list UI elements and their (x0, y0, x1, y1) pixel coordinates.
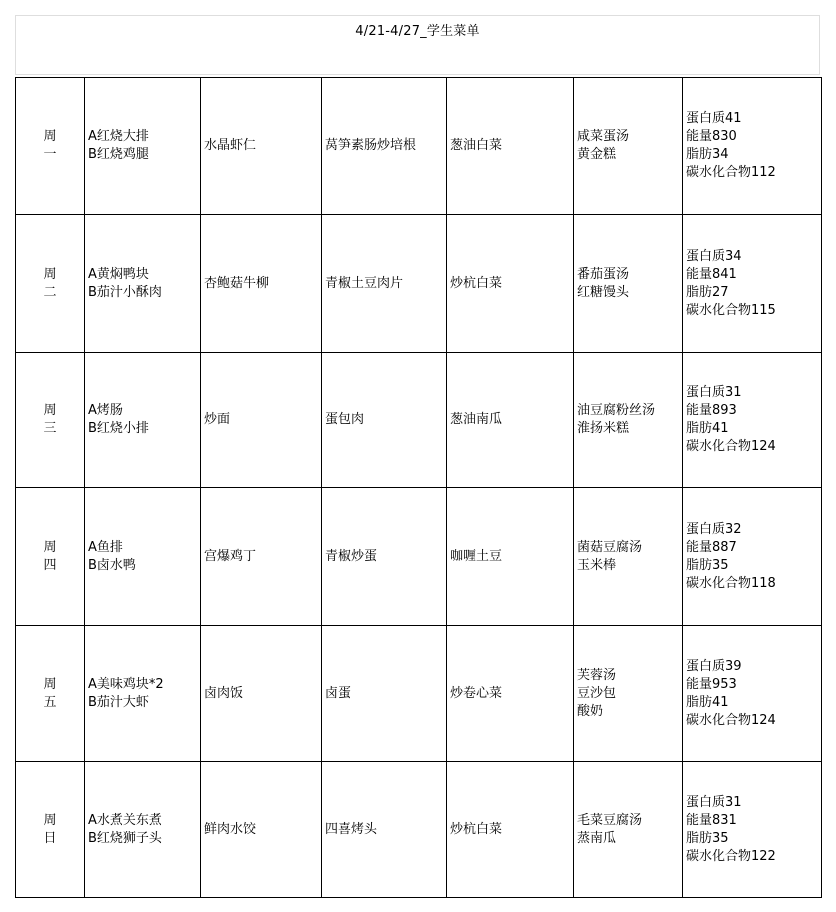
nutrition-energy: 能量841 (686, 266, 737, 282)
side-dish-cell: 炒面 (201, 353, 322, 488)
main-dish-b: B茄汁小酥肉 (88, 284, 162, 300)
table-row (16, 353, 822, 488)
main-dish-b: B红烧鸡腿 (88, 147, 149, 162)
soup-item: 玉米棒 (577, 557, 617, 573)
table-row (16, 762, 822, 898)
menu-header (15, 15, 820, 75)
day-label: 日 (43, 830, 57, 846)
vegetable-cell: 葱油白菜 (447, 78, 574, 215)
main-dish-a: A水煮关东煮 (88, 812, 162, 828)
nutrition-fat: 脂肪41 (686, 421, 729, 436)
soup-item: 豆沙包 (577, 685, 617, 701)
side-dish-cell: 卤蛋 (322, 626, 447, 762)
day-cell (16, 353, 85, 488)
nutrition-fat: 脂肪27 (686, 284, 729, 300)
nutrition-fat: 脂肪34 (686, 147, 729, 162)
soup-item: 毛菜豆腐汤 (577, 812, 643, 828)
nutrition-carbs: 碳水化合物118 (686, 575, 776, 591)
day-label: 一 (43, 147, 57, 162)
soup-item: 淮扬米糕 (577, 421, 630, 436)
nutrition-protein: 蛋白质34 (686, 248, 742, 264)
table-row (16, 488, 822, 626)
nutrition-carbs: 碳水化合物124 (686, 439, 776, 454)
main-dish-cell (85, 215, 201, 353)
main-dish-a: A烤肠 (88, 403, 123, 418)
main-dish-a: A美味鸡块*2 (88, 676, 164, 692)
soup-cell (574, 353, 683, 488)
side-dish-cell: 青椒土豆肉片 (322, 215, 447, 353)
day-label: 周 (43, 676, 57, 692)
soup-item: 番茄蛋汤 (577, 266, 630, 282)
nutrition-carbs: 碳水化合物124 (686, 712, 776, 728)
main-dish-b: B红烧狮子头 (88, 830, 162, 846)
day-label: 周 (43, 129, 57, 144)
nutrition-fat: 脂肪35 (686, 557, 729, 573)
nutrition-cell (683, 762, 822, 898)
nutrition-cell (683, 353, 822, 488)
soup-cell (574, 762, 683, 898)
vegetable-cell: 咖喱土豆 (447, 488, 574, 626)
day-label: 五 (43, 694, 57, 710)
nutrition-protein: 蛋白质31 (686, 385, 742, 400)
soup-cell (574, 626, 683, 762)
menu-title: 4/21-4/27_学生菜单 (355, 24, 480, 39)
nutrition-energy: 能量831 (686, 812, 737, 828)
soup-item: 蒸南瓜 (577, 830, 617, 846)
vegetable-cell: 葱油南瓜 (447, 353, 574, 488)
vegetable-cell: 炒杭白菜 (447, 215, 574, 353)
soup-cell (574, 488, 683, 626)
day-label: 周 (43, 812, 57, 828)
day-label: 周 (43, 266, 57, 282)
nutrition-fat: 脂肪35 (686, 830, 729, 846)
main-dish-a: A红烧大排 (88, 129, 149, 144)
soup-item: 红糖馒头 (577, 284, 630, 300)
soup-item: 黄金糕 (577, 147, 617, 162)
day-cell (16, 78, 85, 215)
main-dish-cell (85, 353, 201, 488)
nutrition-carbs: 碳水化合物112 (686, 165, 776, 180)
main-dish-cell (85, 626, 201, 762)
table-row (16, 626, 822, 762)
soup-item: 芙蓉汤 (577, 667, 617, 683)
nutrition-cell (683, 626, 822, 762)
nutrition-cell (683, 78, 822, 215)
table-row (16, 78, 822, 215)
nutrition-energy: 能量830 (686, 129, 737, 144)
vegetable-cell: 炒卷心菜 (447, 626, 574, 762)
side-dish-cell: 杏鲍菇牛柳 (201, 215, 322, 353)
side-dish-cell: 宫爆鸡丁 (201, 488, 322, 626)
soup-item: 菌菇豆腐汤 (577, 539, 643, 555)
soup-item: 咸菜蛋汤 (577, 129, 630, 144)
day-label: 周 (43, 403, 57, 418)
main-dish-a: A黄焖鸭块 (88, 266, 149, 282)
day-label: 二 (43, 284, 57, 300)
table-row (16, 215, 822, 353)
nutrition-energy: 能量953 (686, 676, 737, 692)
side-dish-cell: 鲜肉水饺 (201, 762, 322, 898)
main-dish-cell (85, 78, 201, 215)
main-dish-b: B卤水鸭 (88, 557, 136, 573)
day-label: 周 (43, 539, 57, 555)
side-dish-cell: 水晶虾仁 (201, 78, 322, 215)
nutrition-cell (683, 488, 822, 626)
soup-item: 油豆腐粉丝汤 (577, 403, 656, 418)
main-dish-cell (85, 488, 201, 626)
day-cell (16, 762, 85, 898)
soup-cell (574, 215, 683, 353)
main-dish-b: B红烧小排 (88, 421, 149, 436)
nutrition-energy: 能量893 (686, 403, 737, 418)
vegetable-cell: 炒杭白菜 (447, 762, 574, 898)
nutrition-protein: 蛋白质31 (686, 794, 742, 810)
main-dish-a: A鱼排 (88, 539, 123, 555)
nutrition-carbs: 碳水化合物122 (686, 848, 776, 864)
soup-cell (574, 78, 683, 215)
nutrition-fat: 脂肪41 (686, 694, 729, 710)
main-dish-b: B茄汁大虾 (88, 694, 149, 710)
nutrition-protein: 蛋白质41 (686, 111, 742, 126)
side-dish-cell: 蛋包肉 (322, 353, 447, 488)
menu-table (15, 77, 822, 898)
side-dish-cell: 青椒炒蛋 (322, 488, 447, 626)
day-cell (16, 488, 85, 626)
nutrition-energy: 能量887 (686, 539, 737, 555)
side-dish-cell: 莴笋素肠炒培根 (322, 78, 447, 215)
main-dish-cell (85, 762, 201, 898)
nutrition-carbs: 碳水化合物115 (686, 302, 776, 318)
side-dish-cell: 卤肉饭 (201, 626, 322, 762)
day-cell (16, 626, 85, 762)
nutrition-protein: 蛋白质32 (686, 521, 742, 537)
day-cell (16, 215, 85, 353)
day-label: 四 (43, 557, 57, 573)
day-label: 三 (43, 421, 57, 436)
side-dish-cell: 四喜烤头 (322, 762, 447, 898)
nutrition-cell (683, 215, 822, 353)
soup-item: 酸奶 (577, 703, 604, 719)
nutrition-protein: 蛋白质39 (686, 658, 742, 674)
